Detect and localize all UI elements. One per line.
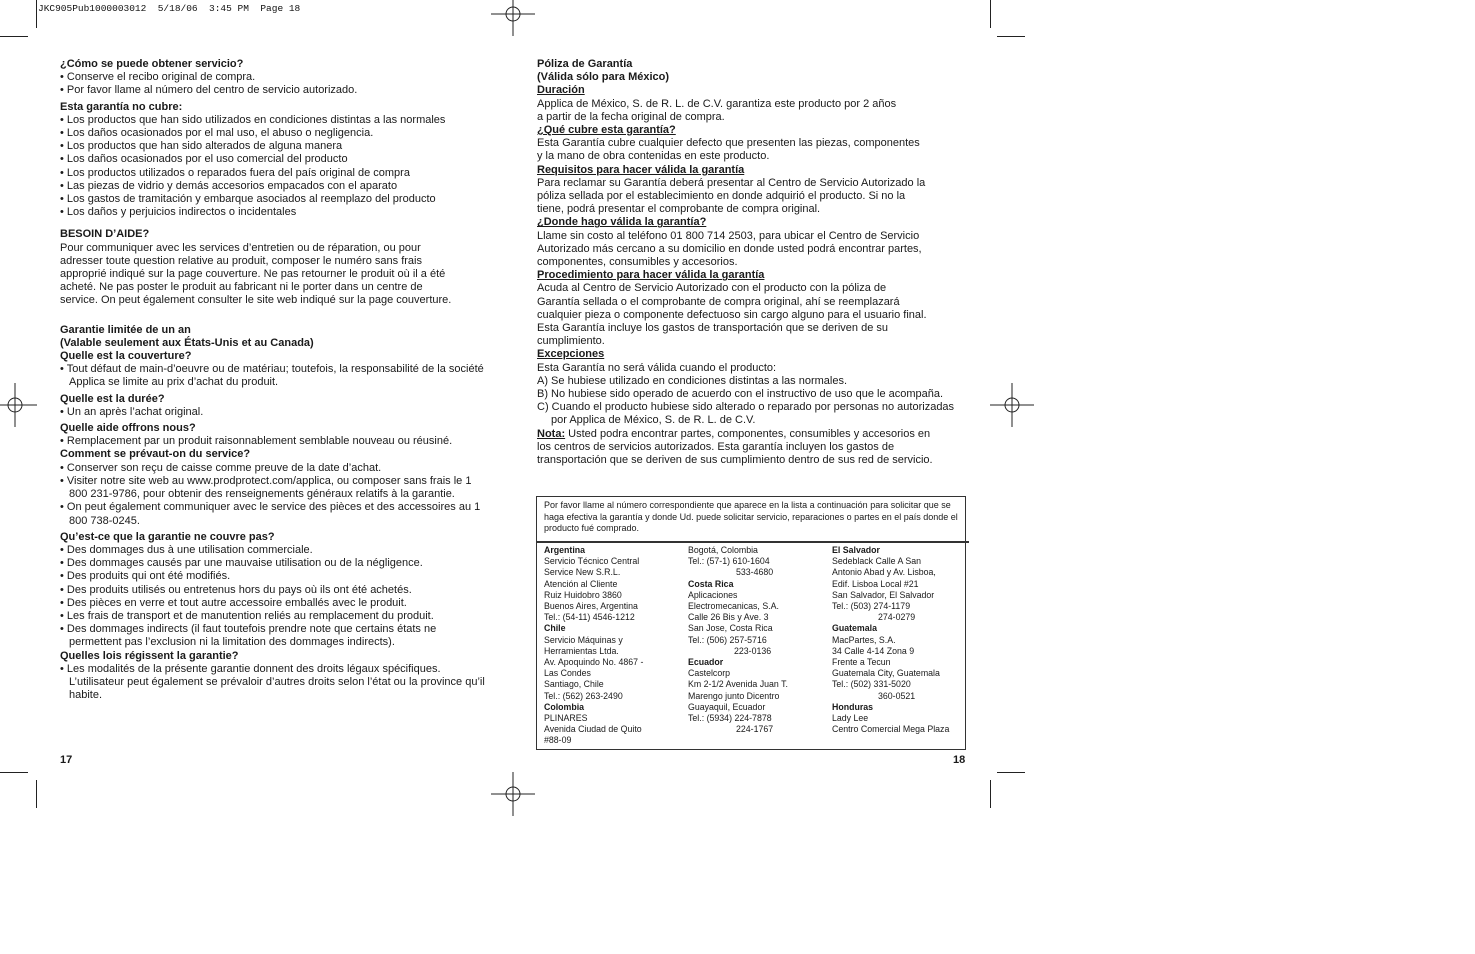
text-line: Tel.: (503) 274-1179 — [832, 601, 911, 612]
section-heading: Honduras — [832, 701, 874, 712]
bullet-item: • Los gastos de tramitación y embarque asociados al reemplazo del producto — [60, 193, 436, 206]
registration-mark-icon — [0, 383, 37, 427]
registration-mark-icon — [990, 383, 1034, 427]
section-heading: Colombia — [544, 701, 585, 712]
bullet-item: • Los daños ocasionados por el uso comercial del producto — [60, 153, 348, 166]
text-line: Guayaquil, Ecuador — [688, 701, 766, 712]
text-line: Ruiz Huidobro 3860 — [544, 589, 622, 600]
divider — [537, 541, 969, 543]
underlined-heading: ¿Donde hago válida la garantía? — [537, 216, 707, 229]
bullet-item: • Por favor llame al número del centro de servicio autorizado. — [60, 84, 358, 97]
section-heading — [537, 124, 967, 137]
text-line: Aplicaciones — [688, 589, 738, 600]
spacer — [60, 308, 490, 324]
text-line: Herramientas Ltda. — [544, 645, 619, 656]
text-line: Llame sin costo al teléfono 01 800 714 2503, para ubicar el Centro de Servicio — [537, 229, 920, 242]
text-line: 223-0136 — [734, 645, 772, 656]
section-heading — [537, 84, 967, 97]
bullet-item: • Les modalités de la présente garantie donnent des droits légaux spécifiques. L’utilisateur peut également se prévaloir d’autres droits selon l’état ou la province qu’il habite. — [60, 662, 485, 702]
text-line: Tel.: (57-1) 610-1604 — [688, 556, 770, 567]
text-line: componentes, consumibles y accesorios. — [537, 256, 738, 269]
text-line: transportación que se deriven de sus cumplimiento dentro de sus red de servicio. — [537, 454, 933, 467]
bullet-item: • Un an après l’achat original. — [60, 405, 204, 418]
bullet-item: • Las piezas de vidrio y demás accesorios empacados con el aparato — [60, 179, 398, 192]
text-line: San Salvador, El Salvador — [832, 589, 935, 600]
text-line: Bogotá, Colombia — [688, 545, 758, 555]
text-line: Lady Lee — [832, 713, 869, 724]
directory-column — [544, 545, 643, 747]
text-line: Las Condes — [544, 668, 591, 679]
spacer — [60, 219, 490, 228]
text-line: póliza sellada por el establecimiento en donde adquirió el producto. Si no la — [537, 190, 906, 203]
text-line: Servicio Técnico Central — [544, 556, 640, 567]
text-line: Garantía sellada o el comprobante de compra original, ahí se reemplazará — [537, 295, 900, 308]
section-heading: Guatemala — [832, 623, 877, 634]
text-line: los centros de servicios autorizados. Esta garantía incluyen los gastos de — [537, 440, 895, 453]
section-heading: Chile — [544, 623, 566, 634]
text-line: Santiago, Chile — [544, 679, 604, 690]
text-line: #88-09 — [544, 735, 572, 746]
text-line: 274-0279 — [878, 612, 916, 623]
text-line: 360-0521 — [878, 690, 916, 701]
text-line: Av. Apoquindo No. 4867 - — [544, 657, 644, 668]
section-heading: ¿Cómo se puede obtener servicio? — [60, 58, 244, 70]
bullet-item: • Des dommages dus à une utilisation commerciale. — [60, 543, 313, 556]
bullet-item: • Des dommages causés par une mauvaise utilisation ou de la négligence. — [60, 557, 423, 570]
bullet-item: • Des dommages indirects (il faut toutefois prendre note que certains états ne permettent pas l’exclusion ni la limitation des dommages indirects). — [60, 623, 437, 649]
bullet-item: • Los productos que han sido alterados de alguna manera — [60, 140, 343, 153]
text-line: 34 Calle 4-14 Zona 9 — [832, 645, 915, 656]
text-line: PLINARES — [544, 713, 588, 724]
text-line: Para reclamar su Garantía deberá presentar al Centro de Servicio Autorizado la — [537, 176, 926, 189]
text-line: cualquier pieza o componente defectuoso sin cargo alguno para el usuario final. — [537, 308, 927, 321]
left-page-text — [60, 58, 490, 702]
page-number-left: 17 — [60, 754, 73, 766]
text-line: Frente a Tecun — [832, 657, 891, 668]
section-heading: Argentina — [544, 545, 586, 555]
bullet-item: • Los daños y perjuicios indirectos o incidentales — [60, 206, 297, 219]
underlined-heading: ¿Qué cubre esta garantía? — [537, 124, 676, 137]
text-line: Service New S.R.L. — [544, 567, 621, 578]
crop-mark — [990, 780, 991, 808]
section-heading: BESOIN D’AIDE? — [60, 228, 150, 241]
registration-mark-icon — [491, 0, 535, 36]
page-number-right: 18 — [953, 754, 966, 766]
text-line: a partir de la fecha original de compra. — [537, 110, 725, 123]
text-line: Antonio Abad y Av. Lisboa, — [832, 567, 936, 578]
section-heading: (Valable seulement aux États-Unis et au Canada) — [60, 336, 314, 349]
bullet-item: • Remplacement par un produit raisonnablement semblable nouveau ou réusiné. — [60, 435, 453, 448]
section-heading: Esta garantía no cubre: — [60, 100, 183, 113]
text-line: San Jose, Costa Rica — [688, 623, 773, 634]
bullet-item: • Les frais de transport et de manutention reliés au remplacement du produit. — [60, 609, 434, 622]
text-line: Pour communiquer avec les services d’entretien ou de réparation, ou pour — [60, 241, 421, 254]
text-line: 533-4680 — [736, 567, 774, 578]
bullet-item: • Los daños ocasionados por el mal uso, el abuso o negligencia. — [60, 127, 374, 140]
bullet-item: • Los productos utilizados o reparados fuera del país original de compra — [60, 166, 410, 179]
section-heading — [537, 164, 967, 177]
text-line: Castelcorp — [688, 668, 731, 679]
text-line: Esta Garantía incluye los gastos de transportación que se deriven de su — [537, 322, 888, 335]
text-line: Tel.: (5934) 224-7878 — [688, 713, 772, 724]
text-line: Avenida Ciudad de Quito — [544, 724, 642, 735]
text-line: A) Se hubiese utilizado en condiciones distintas a las normales. — [537, 374, 848, 387]
text-line: Autorizado más cercano a su domicilio en donde usted podrá encontrar partes, — [537, 242, 922, 255]
text-line: Servicio Máquinas y — [544, 634, 623, 645]
text-line: acheté. Ne pas poster le produit au fabricant ni le porter dans un centre de — [60, 281, 423, 294]
service-center-box — [536, 496, 966, 750]
directory-column — [688, 545, 788, 735]
crop-mark — [997, 36, 1025, 37]
bullet-item: • On peut également communiquer avec le service des pièces et des accessoires au 1 800 738-0245. — [60, 501, 481, 527]
section-heading: Quelle est la durée? — [60, 392, 165, 405]
crop-mark — [0, 772, 28, 773]
section-heading: Qu’est-ce que la garantie ne couvre pas? — [60, 530, 275, 543]
text-line: cumplimiento. — [537, 335, 605, 348]
text-line: Esta Garantía cubre cualquier defecto que presenten las piezas, componentes — [537, 137, 920, 150]
text-line: Electromecanicas, S.A. — [688, 601, 779, 612]
section-heading: Quelles lois régissent la garantie? — [60, 649, 239, 662]
crop-mark — [36, 0, 37, 28]
section-heading: Comment se prévaut-on du service? — [60, 448, 251, 461]
registration-mark-icon — [491, 772, 535, 816]
text-line: approprié indiqué sur la page couverture. Ne pas retourner le produit où il a été — [60, 268, 446, 281]
bullet-item: • Visiter notre site web au www.prodprotect.com/applica, ou composer sans frais le 1 800 231-9786, pour obtenir des renseignements généraux relatifs à la garantie. — [60, 474, 472, 501]
text-line: Sedeblack Calle A San — [832, 556, 922, 567]
crop-mark — [0, 36, 28, 37]
text-line: Marengo junto Dicentro — [688, 690, 780, 701]
text-line: Km 2-1/2 Avenida Juan T. — [688, 679, 788, 690]
directory-column — [832, 545, 949, 735]
bullet-item: • Conserver son reçu de caisse comme preuve de la date d’achat. — [60, 461, 382, 474]
text-line: Applica de México, S. de R. L. de C.V. garantiza este producto por 2 años — [537, 97, 897, 110]
crop-mark — [36, 780, 37, 808]
text-line: MacPartes, S.A. — [832, 634, 896, 645]
section-heading: (Válida sólo para México) — [537, 71, 670, 84]
text-line: C) Cuando el producto hubiese sido alterado o reparado por personas no autorizadas por Applica de México, S. de R. L. de C.V. — [537, 401, 955, 427]
text-line: Tel.: (54-11) 4546-1212 — [544, 612, 635, 623]
underlined-heading: Duración — [537, 84, 585, 97]
print-slug: JKC905Pub1000003012 5/18/06 3:45 PM Page 18 — [38, 3, 301, 14]
text-line: B) No hubiese sido operado de acuerdo con el instructivo de uso que le acompaña. — [537, 388, 944, 401]
section-heading: Quelle aide offrons nous? — [60, 422, 196, 435]
text-line: Tel.: (562) 263-2490 — [544, 690, 623, 701]
bullet-item: • Conserve el recibo original de compra. — [60, 71, 256, 84]
underlined-heading: Procedimiento para hacer válida la garantía — [537, 269, 765, 282]
text-line: tiene, podrá presentar el comprobante de compra original. — [537, 203, 821, 216]
section-heading: Quelle est la couverture? — [60, 350, 192, 363]
text-line: Guatemala City, Guatemala — [832, 668, 940, 679]
section-heading: Ecuador — [688, 657, 724, 668]
text-line: Esta Garantía no será válida cuando el producto: — [537, 361, 777, 374]
note-text: Usted podra encontrar partes, componentes, consumibles y accesorios en — [565, 427, 931, 440]
bullet-item: • Des produits qui ont été modifiés. — [60, 570, 231, 583]
text-line: Centro Comercial Mega Plaza — [832, 724, 950, 735]
section-heading — [537, 348, 967, 361]
text-line: Edif. Lisboa Local #21 — [832, 578, 919, 589]
bullet-item: • Los productos que han sido utilizados en condiciones distintas a las normales — [60, 113, 446, 126]
note-label: Nota: — [537, 427, 566, 440]
section-heading — [537, 269, 967, 282]
text-line: Calle 26 Bis y Ave. 3 — [688, 612, 769, 623]
text-line: Atención al Cliente — [544, 578, 618, 589]
crop-mark — [997, 772, 1025, 773]
right-page-text — [537, 58, 967, 467]
bullet-item: • Des produits utilisés ou entretenus hors du pays où ils ont été achetés. — [60, 583, 412, 596]
bullet-item: • Des pièces en verre et tout autre accessoire emballés avec le produit. — [60, 596, 407, 609]
text-line: Buenos Aires, Argentina — [544, 601, 638, 612]
text-line: y la mano de obra contenidas en este producto. — [537, 150, 770, 163]
service-intro: Por favor llame al número correspondiente que aparece en la lista a continuación para solicitar que se haga efectiva la garantía y donde Ud. puede solicitar servicio, reparaciones o partes en el país donde el producto fué comprado. — [544, 500, 958, 533]
section-heading: Costa Rica — [688, 578, 734, 589]
underlined-heading: Requisitos para hacer válida la garantía — [537, 163, 745, 176]
bullet-item: • Tout défaut de main-d’oeuvre ou de matériau; toutefois, la responsabilité de la société Applica se limite au prix d’achat du produit. — [60, 363, 484, 389]
section-heading: Póliza de Garantía — [537, 58, 633, 70]
text-line: Tel.: (502) 331-5020 — [832, 679, 911, 690]
crop-mark — [990, 0, 991, 28]
section-heading: El Salvador — [832, 545, 880, 555]
text-line: service. On peut également consulter le site web indiqué sur la page couverture. — [60, 294, 452, 307]
text-line: 224-1767 — [736, 724, 774, 735]
text-line: Acuda al Centro de Servicio Autorizado con el producto con la póliza de — [537, 282, 887, 295]
section-heading — [537, 216, 967, 229]
text-line: adresser toute question relative au produit, composer le numéro sans frais — [60, 254, 422, 267]
underlined-heading: Excepciones — [537, 348, 605, 361]
section-heading: Garantie limitée de un an — [60, 323, 191, 336]
text-line — [537, 428, 967, 441]
text-line: Tel.: (506) 257-5716 — [688, 634, 767, 645]
